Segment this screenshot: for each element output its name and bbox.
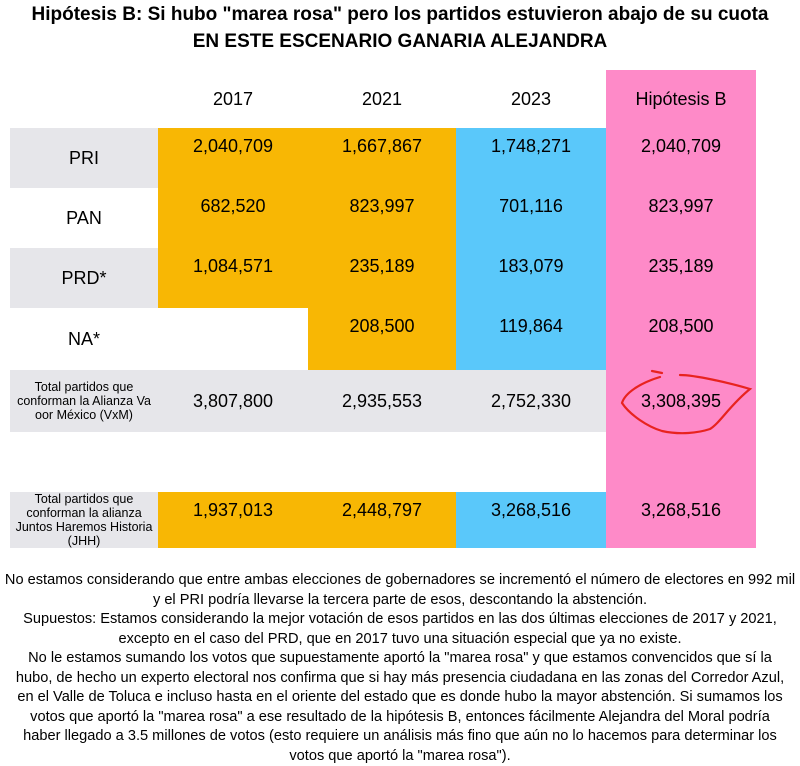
header-empty [10,70,158,128]
comparison-table [10,70,756,548]
cell-vxm-2021: 2,935,553 [308,370,456,432]
cell-na-2023: 119,864 [456,308,606,370]
cell-prd-2017: 1,084,571 [158,248,308,308]
col-header-hipotesis-b: Hipótesis B [606,70,756,128]
row-label-na: NA* [10,308,158,370]
cell-na-2021: 208,500 [308,308,456,370]
gap-cell [10,432,158,492]
row-label-total-jhh: Total partidos que conforman la alianza Juntos Haremos Historia (JHH) [10,492,158,548]
title-line-2: EN ESTE ESCENARIO GANARIA ALEJANDRA [192,31,608,52]
row-label-pri: PRI [10,128,158,188]
cell-pan-2023: 701,116 [456,188,606,248]
gap-cell [308,432,456,492]
row-label-total-vxm: Total partidos que conforman la Alianza Va oor México (VxM) [10,370,158,432]
note-paragraph: No estamos considerando que entre ambas elecciones de gobernadores se incrementó el número de electores en 992 mil y el PRI podría llevarse la tercera parte de esos, descontando la abstención. [4,572,796,608]
cell-jhh-hipotesis: 3,268,516 [606,492,756,548]
cell-jhh-2017: 1,937,013 [158,492,308,548]
row-label-prd: PRD* [10,248,158,308]
cell-vxm-2017: 3,807,800 [158,370,308,432]
note-paragraph: Supuestos: Estamos considerando la mejor votación de esos partidos en las dos últimas elecciones de 2017 y 2021, excepto en el caso del PRD, que en 2017 tuvo una situación especial que ya no existe. [23,611,777,647]
col-header-2017: 2017 [158,70,308,128]
cell-prd-2023: 183,079 [456,248,606,308]
cell-pri-2023: 1,748,271 [456,128,606,188]
red-circle-annotation [600,365,760,445]
gap-cell [456,432,606,492]
cell-pan-2021: 823,997 [308,188,456,248]
row-label-pan: PAN [10,188,158,248]
cell-pri-2017: 2,040,709 [158,128,308,188]
note-paragraph: No le estamos sumando los votos que supuestamente aportó la "marea rosa" y que estamos convencidos que sí la hubo, de hecho un experto electoral nos confirma que si hay más presencia ciudadana en las zonas del Corredor Azul, en el Valle de Toluca e incluso hasta en el oriente del estado que es donde hubo la mayor abstención. Si sumamos los votos que aportó la "marea rosa" a ese resultado de la hipótesis B, entonces fácilmente Alejandra del Moral podría haber llegado a 3.5 millones de votos (esto requiere un análisis más fino que aún no lo hacemos para determinar los votos que aportó la "marea rosa"). [15,650,785,764]
title-line-1: Hipótesis B: Si hubo "marea rosa" pero los partidos estuvieron abajo de su cuota [31,4,769,25]
cell-prd-hipotesis: 235,189 [606,248,756,308]
cell-pan-2017: 682,520 [158,188,308,248]
cell-vxm-hipotesis: 3,308,395 [606,370,756,432]
cell-na-2017 [158,308,308,370]
gap-cell [158,432,308,492]
col-header-2023: 2023 [456,70,606,128]
col-header-2021: 2021 [308,70,456,128]
notes [0,571,800,766]
cell-jhh-2023: 3,268,516 [456,492,606,548]
cell-vxm-2023: 2,752,330 [456,370,606,432]
cell-na-hipotesis: 208,500 [606,308,756,370]
cell-pan-hipotesis: 823,997 [606,188,756,248]
cell-pri-2021: 1,667,867 [308,128,456,188]
cell-prd-2021: 235,189 [308,248,456,308]
cell-pri-hipotesis: 2,040,709 [606,128,756,188]
cell-jhh-2021: 2,448,797 [308,492,456,548]
